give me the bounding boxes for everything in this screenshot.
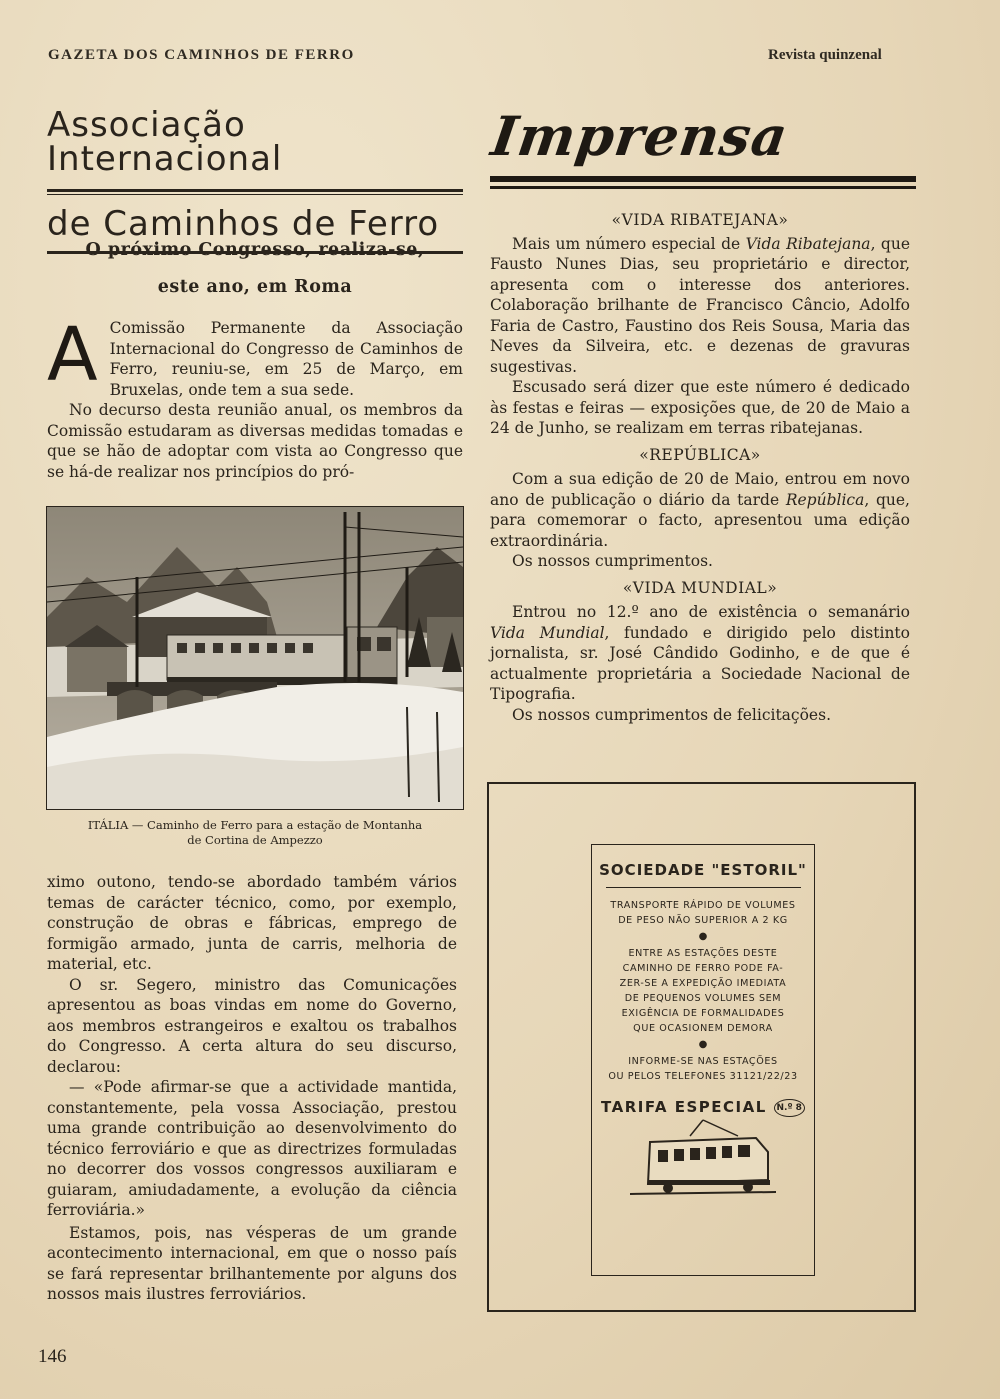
ad-line: DE PEQUENOS VOLUMES SEM	[624, 993, 782, 1004]
ad-line: QUE OCASIONEM DEMORA	[633, 1023, 773, 1034]
ad-rule	[606, 887, 801, 888]
bullet-icon: ●	[698, 1039, 708, 1050]
imprensa-heading: Imprensa	[487, 104, 793, 168]
article-subtitle-line1: O próximo Congresso, realiza-se,	[85, 240, 425, 260]
section-head-republica: «REPÚBLICA»	[639, 445, 761, 464]
publication-name: Vida Mundial	[490, 623, 605, 642]
article-paragraph-3: ximo outono, tendo-se abordado também vários temas de carácter técnico, como, por exemplo, construção de obras e fábricas, emprego de formigão armado, junta de carris, melhoria de material, etc.	[47, 873, 457, 973]
text-fragment: , que, para comemorar o facto, apresentou uma edição extraordinária.	[490, 490, 910, 550]
imprensa-column	[490, 210, 910, 725]
ad-line: TRANSPORTE RÁPIDO DE VOLUMES	[610, 900, 796, 911]
article-continued	[47, 872, 457, 1305]
ad-line: OU PELOS TELEFONES 31121/22/23	[608, 1071, 798, 1082]
photo-caption-line2: de Cortina de Ampezzo	[187, 833, 323, 847]
text-fragment: Com a sua edição de 20 de Maio, entrou em novo ano de publicação o diário da tarde	[490, 470, 910, 509]
article-subtitle-line2: este ano, em Roma	[157, 277, 353, 297]
advertisement-frame	[487, 782, 916, 1312]
photo-caption-line1: ITÁLIA — Caminho de Ferro para a estação de Montanha	[87, 818, 423, 832]
vida-mundial-paragraph-2: Os nossos cumprimentos de felicitações.	[512, 705, 831, 724]
ad-tarifa-label: TARIFA ESPECIAL	[601, 1098, 767, 1116]
republica-paragraph-1	[490, 469, 910, 551]
title-rule	[47, 189, 463, 192]
ad-line: DE PESO NÃO SUPERIOR A 2 KG	[618, 915, 788, 926]
text-fragment: Entrou no 12.º ano de existência o semanário	[512, 603, 910, 621]
photo-caption	[60, 818, 450, 848]
article-title-line1: Associação Internacional	[47, 105, 283, 179]
ad-line: CAMINHO DE FERRO PODE FA-	[622, 963, 784, 974]
ad-line: EXIGÊNCIA DE FORMALIDADES	[621, 1008, 785, 1019]
section-head-vida-ribatejana: «VIDA RIBATEJANA»	[611, 211, 789, 229]
ad-line: INFORME-SE NAS ESTAÇÕES	[628, 1056, 778, 1067]
drop-cap: A	[47, 312, 98, 398]
article-title-block	[47, 105, 463, 254]
article-paragraph-4: O sr. Segero, ministro das Comunicações apresentou as boas vindas em nome do Governo, aos membros estrangeiros e exaltou os trabalhos do Congresso. A certa altura do seu discurso, declarou:	[47, 975, 457, 1076]
tram-icon	[628, 1118, 778, 1196]
bullet-icon: ●	[698, 931, 708, 942]
article-opening	[47, 312, 463, 482]
vida-mundial-paragraph-1	[490, 602, 910, 705]
article-paragraph-1: Comissão Permanente da Associação Internacional do Congresso de Caminhos de Ferro, reuniu-se, em 25 de Março, em Bruxelas, onde tem a sua sede.	[109, 319, 463, 399]
text-fragment: Mais um número especial de	[512, 234, 746, 253]
article-paragraph-2: No decurso desta reunião anual, os membros da Comissão estudaram as diversas medidas tomadas e que se hão de adoptar com vista ao Congresso que se há-de realizar nos princípios do pró-	[47, 401, 463, 481]
page-number: 146	[38, 1346, 67, 1367]
article-title-line2: de Caminhos de Ferro	[47, 204, 440, 244]
ad-title: SOCIEDADE "ESTORIL"	[599, 861, 807, 879]
ad-line: ZER-SE A EXPEDIÇÃO IMEDIATA	[619, 978, 787, 989]
running-head-frequency: Revista quinzenal	[768, 47, 882, 63]
imprensa-rule-thin	[490, 186, 916, 189]
publication-name: República	[785, 490, 865, 509]
imprensa-rule	[490, 176, 916, 182]
article-paragraph-6: Estamos, pois, nas vésperas de um grande acontecimento internacional, em que o nosso país se fará representar brilhantemente por alguns dos nossos mais ilustres ferroviários.	[47, 1223, 457, 1303]
section-head-vida-mundial: «VIDA MUNDIAL»	[622, 578, 778, 597]
republica-paragraph-2: Os nossos cumprimentos.	[512, 552, 713, 570]
ad-line: ENTRE AS ESTAÇÕES DESTE	[628, 948, 778, 959]
photo-cortina-railway	[46, 506, 464, 810]
advertisement-estoril	[591, 844, 815, 1276]
text-fragment: , que Fausto Nunes Dias, seu proprietário e director, apresenta com o interesse dos anteriores. Colaboração brilhante de Francisco Câncio, Adolfo Faria de Castro, Faustino dos Reis Sousa, Maria das Neves da Silveira, etc. e dezenas de gravuras sugestivas.	[490, 234, 911, 376]
vida-ribatejana-paragraph-2: Escusado será dizer que este número é dedicado às festas e feiras — exposições que, de 20 de Maio a 24 de Junho, se realizam em terras ribatejanas.	[490, 378, 910, 437]
railway-photo-illustration	[47, 507, 463, 809]
publication-name: Vida Ribatejana	[745, 234, 871, 253]
vida-ribatejana-paragraph-1	[490, 234, 910, 378]
text-fragment: , fundado e dirigido pelo distinto jornalista, sr. José Cândido Godinho, e de que é actualmente proprietária a Sociedade Nacional de Tipografia.	[490, 623, 910, 703]
article-quote: — «Pode afirmar-se que a actividade mantida, constantemente, pela vossa Associação, prestou uma grande contribuição ao desenvolvimento do técnico ferroviário e que as directrizes formuladas no decorrer dos vossos congressos auxiliaram e guiaram, amiudadamente, a evolução da ciência ferroviária.»	[47, 1078, 457, 1219]
ad-tarifa	[592, 1098, 814, 1116]
ad-tarifa-number: N.º 8	[774, 1099, 805, 1117]
running-head-title: GAZETA DOS CAMINHOS DE FERRO	[48, 47, 355, 63]
